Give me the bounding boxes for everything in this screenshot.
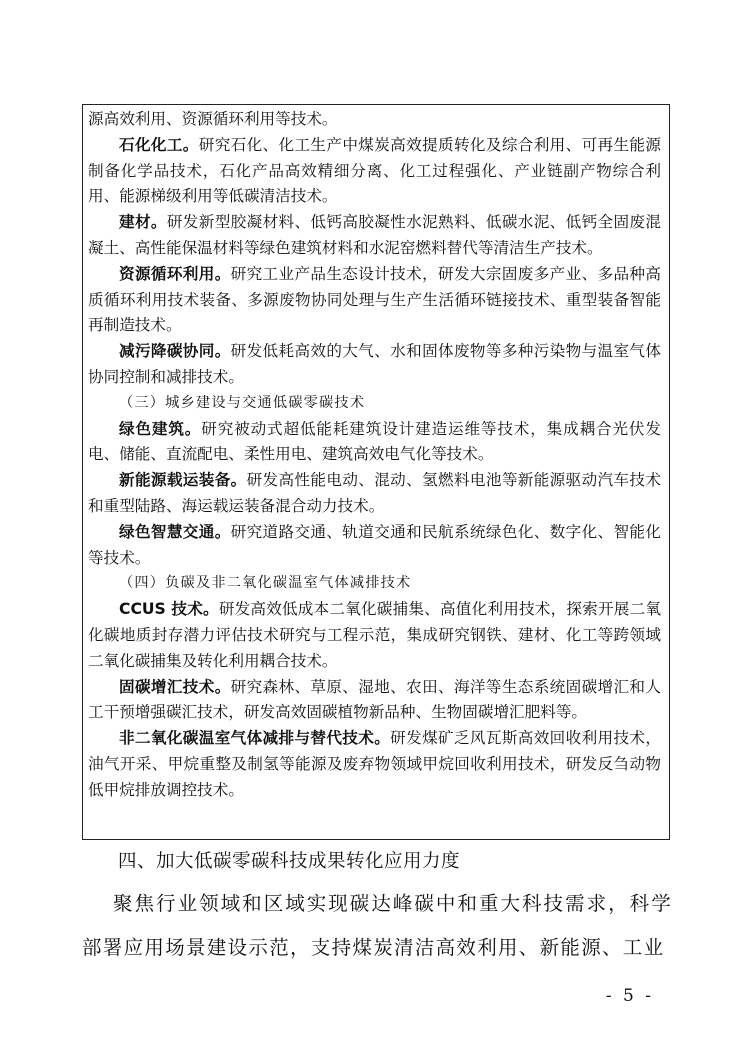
framed-text-box	[82, 104, 670, 840]
item-term: 非二氧化碳温室气体减排与替代技术。	[119, 729, 391, 748]
page-number: - 5 -	[605, 986, 654, 1006]
item-text: 研发高性能电动、混动、氢燃料电池等新能源驱动汽车技术和重型陆路、海运载运装备混合动力技术。	[88, 471, 661, 515]
item-text: 研发新型胶凝材料、低钙高胶凝性水泥熟料、低碳水泥、低钙全固废混凝土、高性能保温材料等绿色建筑材料和水泥窑燃料替代等清洁生产技术。	[88, 213, 661, 257]
item-building-materials	[88, 210, 661, 262]
section-4-heading: 四、加大低碳零碳科技成果转化应用力度	[118, 851, 461, 872]
item-term: 减污降碳协同。	[119, 342, 231, 361]
item-pollution-carbon-synergy	[88, 339, 661, 391]
item-green-smart-transport	[88, 520, 661, 572]
item-resource-recycling	[88, 262, 661, 339]
item-text: 研究森林、草原、湿地、农田、海洋等生态系统固碳增汇和人工干预增强碳汇技术，研发高效固碳植物新品种、生物固碳增汇肥料等。	[88, 677, 661, 722]
item-ccus	[88, 597, 661, 674]
subsection-4-heading: （四）负碳及非二氧化碳温室气体减排技术	[119, 575, 412, 592]
item-text: 研发煤矿乏风瓦斯高效回收利用技术，油气开采、甲烷重整及制氢等能源及废弃物领域甲烷回收利用技术，研发反刍动物低甲烷排放调控技术。	[88, 729, 661, 799]
item-term: 固碳增汇技术。	[119, 677, 231, 696]
item-term: CCUS 技术。	[119, 600, 219, 619]
intro-line: 源高效利用、资源循环利用等技术。	[88, 110, 338, 128]
item-petrochemical	[88, 133, 661, 210]
item-text: 研究道路交通、轨道交通和民航系统绿色化、数字化、智能化等技术。	[88, 522, 661, 567]
item-carbon-sink	[88, 675, 661, 727]
section-4-body: 聚焦行业领域和区域实现碳达峰碳中和重大科技需求，科学部署应用场景建设示范，支持煤炭清洁高效利用、新能源、工业	[82, 892, 672, 959]
item-text: 研发高效低成本二氧化碳捕集、高值化利用技术，探索开展二氧化碳地质封存潜力评估技术研究与工程示范，集成研究钢铁、建材、化工等跨领域二氧化碳捕集及转化利用耦合技术。	[88, 600, 661, 670]
item-term: 绿色智慧交通。	[119, 522, 231, 541]
item-text: 研究被动式超低能耗建筑设计建造运维等技术，集成耦合光伏发电、储能、直流配电、柔性用电、建筑高效电气化等技术。	[88, 419, 661, 464]
item-text: 研发低耗高效的大气、水和固体废物等多种污染物与温室气体协同控制和减排技术。	[88, 342, 661, 386]
item-text: 研究石化、化工生产中煤炭高效提质转化及综合利用、可再生能源制备化学品技术，石化产品高效精细分离、化工过程强化、产业链副产物综合利用、能源梯级利用等低碳清洁技术。	[88, 135, 661, 206]
item-text: 研究工业产品生态设计技术，研发大宗固废多产业、多品种高质循环利用技术装备、多源废物协同处理与生产生活循环链接技术、重型装备智能再制造技术。	[88, 264, 661, 335]
item-new-energy-vehicles	[88, 468, 661, 520]
item-term: 资源循环利用。	[119, 264, 231, 283]
item-term: 建材。	[119, 213, 167, 232]
item-non-co2-ghg	[88, 726, 661, 803]
item-term: 新能源载运装备。	[119, 471, 247, 490]
item-term: 绿色建筑。	[119, 419, 202, 438]
subsection-3-heading: （三）城乡建设与交通低碳零碳技术	[119, 394, 366, 411]
item-green-building	[88, 417, 661, 469]
item-term: 石化化工。	[119, 135, 199, 154]
